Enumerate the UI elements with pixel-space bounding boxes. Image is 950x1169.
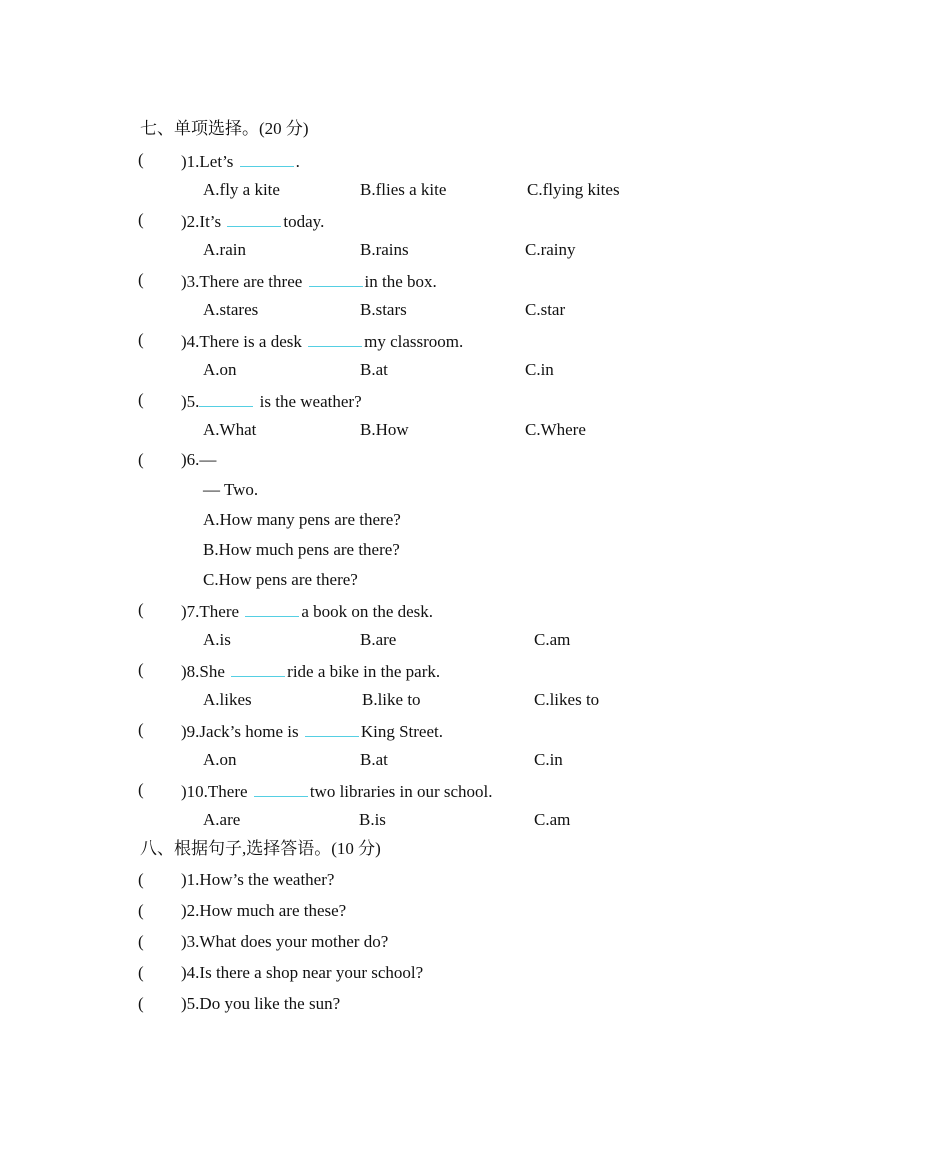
question-stem <box>181 329 463 353</box>
option-c: C.likes to <box>534 690 600 709</box>
question-text: )1.How’s the weather? <box>181 870 335 889</box>
question-text: )3.What does your mother do? <box>181 932 389 951</box>
answer-paren: ( <box>138 994 144 1013</box>
stem-before-blank: It’s <box>199 212 226 231</box>
option-c: C.in <box>534 750 563 769</box>
stem-before-blank: There are three <box>199 272 307 291</box>
stem-after-blank: in the box. <box>364 272 437 291</box>
stem-before-blank: There is a desk <box>199 332 307 351</box>
option-c: C.am <box>534 810 571 829</box>
answer-blank <box>308 329 362 347</box>
question-stem <box>181 779 493 803</box>
option-a: A.How many pens are there? <box>203 510 401 529</box>
option-c: C.star <box>525 300 566 319</box>
stem-after-blank: . <box>295 152 300 171</box>
answer-paren: ( <box>138 901 144 920</box>
answer-paren: ( <box>138 963 144 982</box>
answer-paren: ( <box>138 780 144 799</box>
question-stem <box>181 599 433 623</box>
option-a: A.likes <box>203 690 252 709</box>
stem-after-blank: a book on the desk. <box>301 602 434 621</box>
option-b: B.How <box>360 420 409 439</box>
question-number: )10. <box>181 782 208 801</box>
question-number: )7. <box>181 602 200 621</box>
answer-blank <box>227 209 281 227</box>
answer-paren: ( <box>138 150 144 169</box>
question-text: )5.Do you like the sun? <box>181 994 341 1013</box>
question-stem <box>181 719 443 743</box>
question-number: )9. <box>181 722 200 741</box>
stem-before-blank: There <box>199 602 244 621</box>
stem-after-blank: today. <box>283 212 325 231</box>
question-text: )4.Is there a shop near your school? <box>181 963 424 982</box>
question-number: )4. <box>181 332 200 351</box>
dialog-line-2: — Two. <box>203 480 259 499</box>
option-a: A.stares <box>203 300 259 319</box>
question-number: )8. <box>181 662 200 681</box>
answer-blank <box>231 659 285 677</box>
option-c: C.rainy <box>525 240 576 259</box>
answer-blank <box>199 389 253 407</box>
option-a: A.on <box>203 360 237 379</box>
question-stem <box>181 269 437 293</box>
stem-after-blank: King Street. <box>360 722 443 741</box>
stem-after-blank: is the weather? <box>255 392 362 411</box>
option-c: C.am <box>534 630 571 649</box>
question-text: )2.How much are these? <box>181 901 347 920</box>
option-b: B.is <box>359 810 386 829</box>
option-c: C.flying kites <box>527 180 620 199</box>
option-a: A.on <box>203 750 237 769</box>
question-number: )6. <box>181 450 200 469</box>
option-b: B.rains <box>360 240 409 259</box>
answer-paren: ( <box>138 660 144 679</box>
answer-blank <box>254 779 308 797</box>
option-b: B.flies a kite <box>360 180 447 199</box>
answer-paren: ( <box>138 600 144 619</box>
option-a: A.is <box>203 630 231 649</box>
option-a: A.are <box>203 810 241 829</box>
section-8-heading: 八、根据句子,选择答语。(10 分) <box>140 839 381 858</box>
question-stem <box>181 659 440 683</box>
answer-paren: ( <box>138 720 144 739</box>
option-a: A.What <box>203 420 257 439</box>
option-b: B.at <box>360 360 388 379</box>
answer-paren: ( <box>138 932 144 951</box>
answer-blank <box>305 719 359 737</box>
answer-paren: ( <box>138 450 144 469</box>
option-c: C.How pens are there? <box>203 570 358 589</box>
stem-before-blank: She <box>199 662 230 681</box>
answer-blank <box>240 149 294 167</box>
option-c: C.Where <box>525 420 586 439</box>
question-number: )1. <box>181 152 200 171</box>
option-b: B.at <box>360 750 388 769</box>
question-number: )5. <box>181 392 200 411</box>
answer-paren: ( <box>138 210 144 229</box>
question-number: )2. <box>181 212 200 231</box>
question-stem <box>181 209 324 233</box>
section-7-heading: 七、单项选择。(20 分) <box>140 119 309 138</box>
stem-after-blank: two libraries in our school. <box>309 782 493 801</box>
stem-before-blank: There <box>207 782 252 801</box>
stem-before-blank: Jack’s home is <box>199 722 303 741</box>
stem-after-blank: ride a bike in the park. <box>287 662 441 681</box>
question-stem <box>181 449 216 471</box>
option-c: C.in <box>525 360 554 379</box>
question-stem <box>181 389 362 413</box>
answer-blank <box>309 269 363 287</box>
option-b: B.How much pens are there? <box>203 540 400 559</box>
answer-blank <box>245 599 299 617</box>
answer-paren: ( <box>138 390 144 409</box>
stem-before-blank: Let’s <box>199 152 238 171</box>
option-b: B.are <box>360 630 397 649</box>
answer-paren: ( <box>138 330 144 349</box>
option-b: B.stars <box>360 300 407 319</box>
option-a: A.rain <box>203 240 246 259</box>
answer-paren: ( <box>138 870 144 889</box>
answer-paren: ( <box>138 270 144 289</box>
option-a: A.fly a kite <box>203 180 280 199</box>
dialog-line-1: — <box>199 450 217 469</box>
option-b: B.like to <box>362 690 421 709</box>
question-number: )3. <box>181 272 200 291</box>
stem-after-blank: my classroom. <box>364 332 464 351</box>
question-stem <box>181 149 300 173</box>
